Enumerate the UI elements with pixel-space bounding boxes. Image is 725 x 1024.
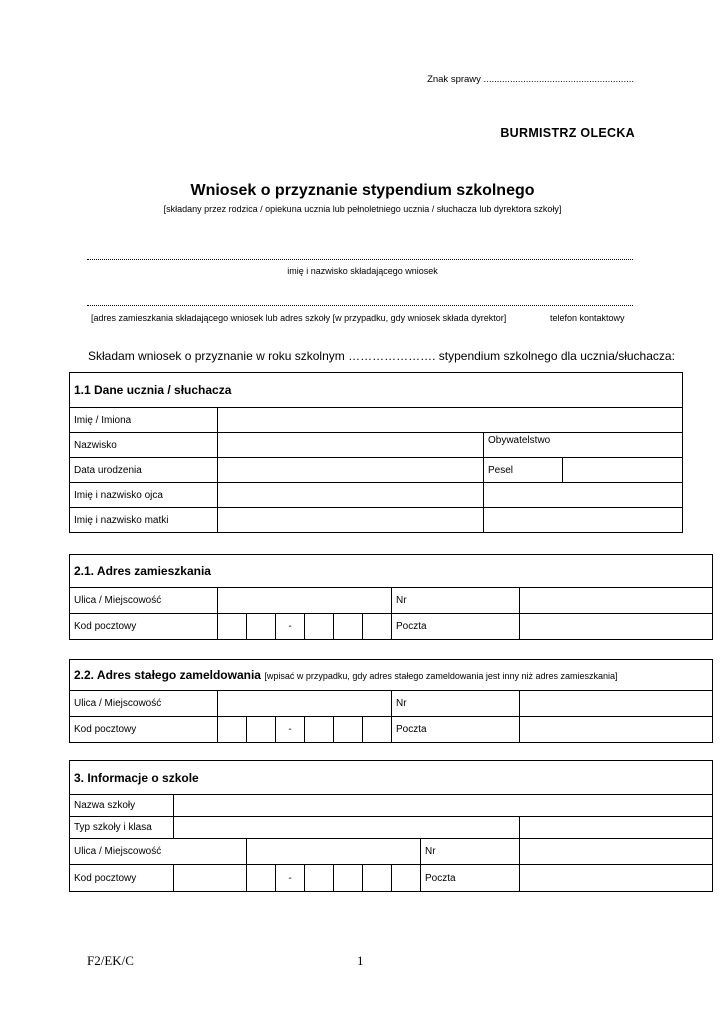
student-data-table [69, 372, 683, 533]
school-name-label: Nazwa szkoły [70, 795, 174, 817]
mother-name-label: Imię i nazwisko matki [70, 508, 218, 533]
section-note: [wpisać w przypadku, gdy adres stałego zameldowania jest inny niż adres zamieszkania] [264, 671, 618, 681]
house-number-label: Nr [392, 691, 520, 717]
post-office-field[interactable] [520, 717, 713, 743]
pesel-cell [484, 458, 683, 483]
postal-code-digit-2[interactable] [247, 717, 276, 743]
applicant-name-caption: imię i nazwisko składającego wniosek [287, 266, 438, 276]
house-number-label: Nr [421, 839, 520, 865]
first-names-label: Imię / Imiona [70, 408, 218, 433]
house-number-field[interactable] [520, 691, 713, 717]
post-office-field[interactable] [520, 865, 713, 892]
registered-address-table [69, 659, 713, 743]
residence-address-table [69, 554, 713, 640]
section-heading: 3. Informacje o szkole [70, 761, 713, 795]
intro-statement: Składam wniosek o przyznanie w roku szkolnym …………………. stypendium szkolnego dla ucznia/słuchacza: [88, 349, 675, 363]
street-city-label: Ulica / Miejscowość [70, 691, 218, 717]
postal-code-digit-2[interactable] [247, 614, 276, 640]
section-heading-text: 2.2. Adres stałego zameldowania [74, 668, 261, 682]
postal-code-dash: - [276, 865, 305, 892]
pesel-field[interactable] [563, 458, 683, 482]
surname-field[interactable] [218, 433, 484, 458]
postal-code-label: Kod pocztowy [70, 614, 218, 640]
school-name-field[interactable] [174, 795, 713, 817]
postal-code-digit-4[interactable] [334, 717, 363, 743]
postal-code-digit-2[interactable] [247, 865, 276, 892]
postal-code-digit-3[interactable] [305, 614, 334, 640]
postal-code-digit-1[interactable] [218, 614, 247, 640]
section-heading [70, 660, 713, 691]
post-office-label: Poczta [392, 717, 520, 743]
birth-date-field[interactable] [218, 458, 484, 483]
section-heading: 2.1. Adres zamieszkania [70, 555, 713, 588]
form-subtitle: [składany przez rodzica / opiekuna ucznia lub pełnoletniego ucznia / słuchacza lub dyrektora szkoły] [163, 204, 562, 214]
house-number-label: Nr [392, 588, 520, 614]
postal-code-digit-5[interactable] [363, 717, 392, 743]
street-city-field[interactable] [218, 588, 392, 614]
pesel-label: Pesel [484, 458, 563, 482]
postal-code-digit-5[interactable] [363, 614, 392, 640]
postal-code-digit-4[interactable] [334, 614, 363, 640]
street-city-label: Ulica / Miejscowość [70, 588, 218, 614]
father-name-label: Imię i nazwisko ojca [70, 483, 218, 508]
first-names-field[interactable] [218, 408, 683, 433]
postal-code-dash: - [276, 717, 305, 743]
citizenship-label: Obywatelstwo [484, 433, 683, 458]
postal-code-digit-1[interactable] [174, 865, 247, 892]
addressee: BURMISTRZ OLECKA [500, 126, 635, 140]
house-number-field[interactable] [520, 839, 713, 865]
applicant-name-line[interactable] [87, 259, 633, 260]
postal-code-digit-3[interactable] [305, 865, 334, 892]
applicant-address-line[interactable] [87, 305, 633, 306]
school-type-class-extra-field[interactable] [520, 817, 713, 839]
applicant-phone-caption: telefon kontaktowy [550, 313, 625, 323]
post-office-field[interactable] [520, 614, 713, 640]
school-type-class-field[interactable] [174, 817, 520, 839]
house-number-field[interactable] [520, 588, 713, 614]
postal-code-digit-6[interactable] [392, 865, 421, 892]
case-number-label: Znak sprawy ......................................................... [427, 74, 634, 85]
postal-code-digit-4[interactable] [334, 865, 363, 892]
postal-code-label: Kod pocztowy [70, 717, 218, 743]
postal-code-label: Kod pocztowy [70, 865, 174, 892]
postal-code-digit-1[interactable] [218, 717, 247, 743]
school-info-table [69, 760, 713, 892]
post-office-label: Poczta [421, 865, 520, 892]
father-name-field[interactable] [218, 483, 484, 508]
street-city-field[interactable] [247, 839, 421, 865]
postal-code-dash: - [276, 614, 305, 640]
mother-name-extra-field[interactable] [484, 508, 683, 533]
post-office-label: Poczta [392, 614, 520, 640]
applicant-address-caption: [adres zamieszkania składającego wniosek lub adres szkoły [w przypadku, gdy wniosek składa dyrektor] [91, 313, 507, 323]
school-type-class-label: Typ szkoły i klasa [70, 817, 174, 839]
father-name-extra-field[interactable] [484, 483, 683, 508]
page-number: 1 [357, 953, 364, 968]
form-title: Wniosek o przyznanie stypendium szkolnego [190, 182, 535, 199]
birth-date-label: Data urodzenia [70, 458, 218, 483]
surname-label: Nazwisko [70, 433, 218, 458]
postal-code-digit-3[interactable] [305, 717, 334, 743]
postal-code-digit-5[interactable] [363, 865, 392, 892]
street-city-field[interactable] [218, 691, 392, 717]
street-city-label: Ulica / Miejscowość [70, 839, 247, 865]
section-heading: 1.1 Dane ucznia / słuchacza [70, 373, 683, 408]
mother-name-field[interactable] [218, 508, 484, 533]
form-code: F2/EK/C [87, 953, 134, 968]
